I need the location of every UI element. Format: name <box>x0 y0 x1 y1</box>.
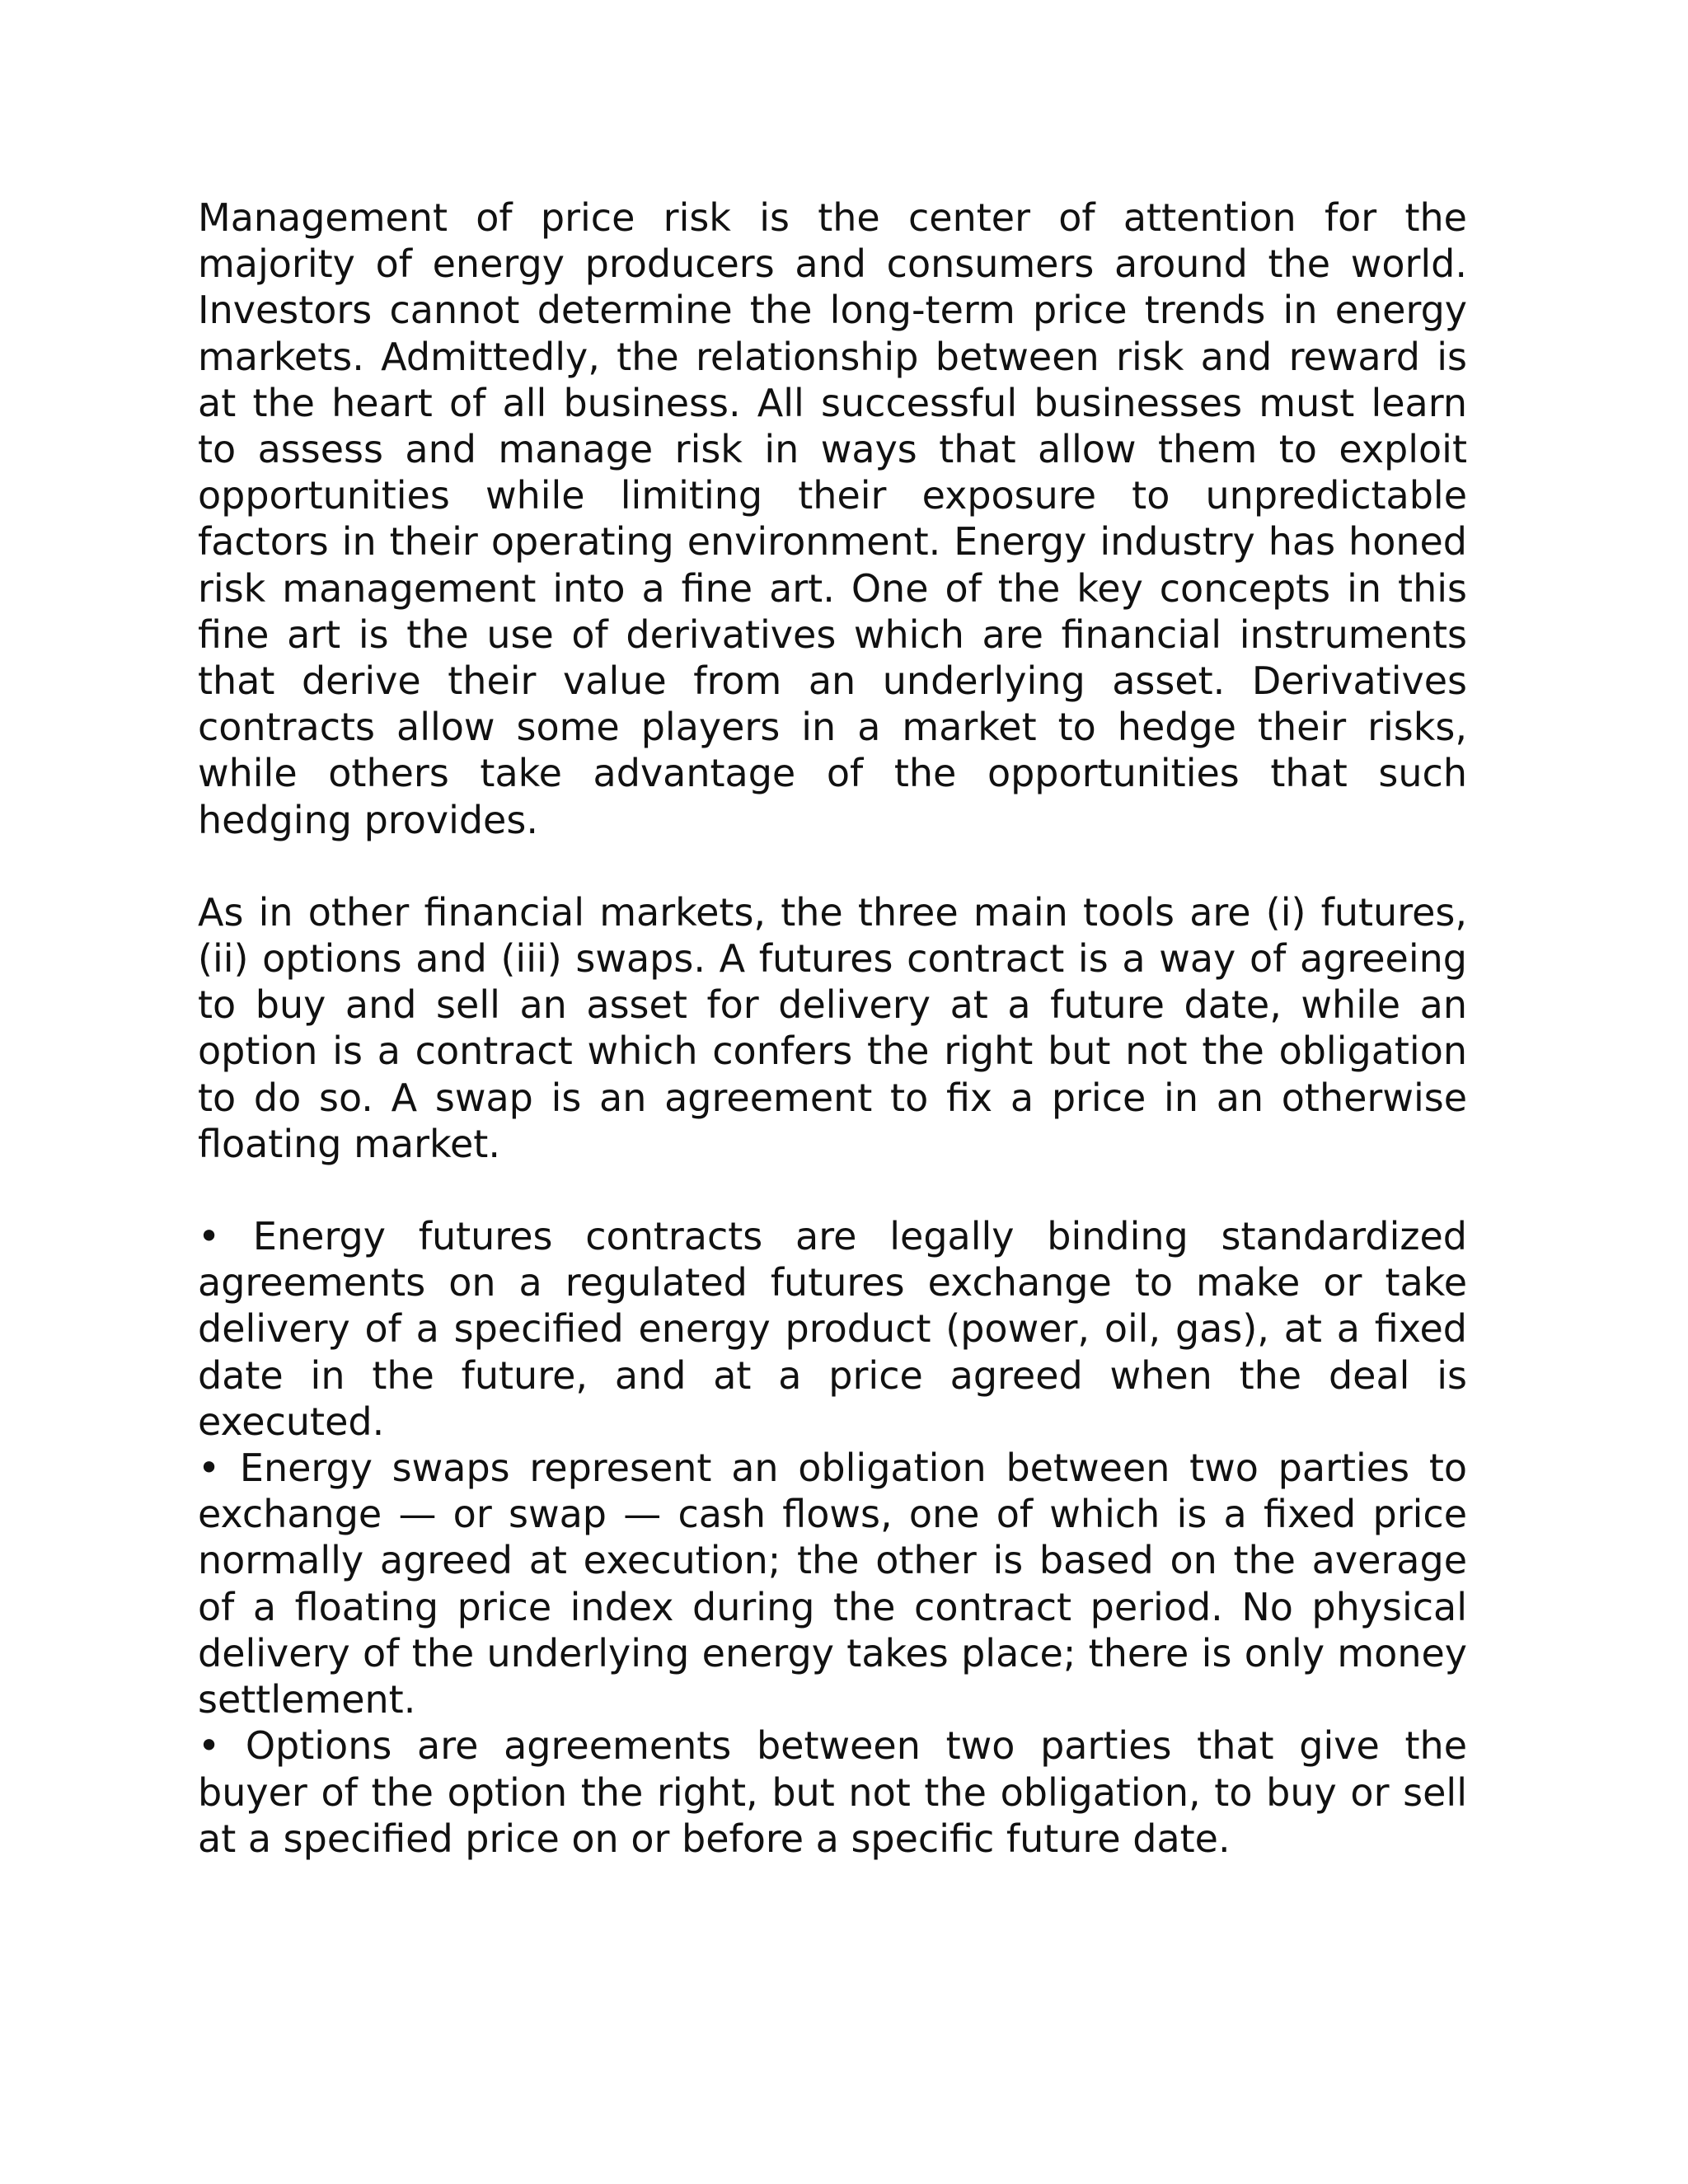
derivatives-bullet-list <box>198 1213 1467 1862</box>
paragraph-spacer <box>198 1167 1467 1213</box>
paragraph-financial-tools: As in other financial markets, the three main tools are (i) futures, (ii) options and (iii) swaps. A futures contract is a way of agreeing to buy and sell an asset for delivery at a future date, while an option is a contract which confers the right but not the obligation to do so. A swap is an agreement to fix a price in an otherwise floating market. <box>198 889 1467 1166</box>
paragraph-price-risk: Management of price risk is the center of attention for the majority of energy producers and consumers around the world. Investors cannot determine the long-term price trends in energy markets. Admittedly, the relationship between risk and reward is at the heart of all business. All successful businesses must learn to assess and manage risk in ways that allow them to exploit opportunities while limiting their exposure to unpredictable factors in their operating environment. Energy industry has honed risk management into a fine art. One of the key concepts in this fine art is the use of derivatives which are financial instruments that derive their value from an underlying asset. Derivatives contracts allow some players in a market to hedge their risks, while others take advantage of the opportunities that such hedging provides. <box>198 195 1467 842</box>
paragraph-spacer <box>198 843 1467 889</box>
bullet-energy-swaps: • Energy swaps represent an obligation between two parties to exchange — or swap — cash flows, one of which is a fixed price normally agreed at execution; the other is based on the average of a floating price index during the contract period. No physical delivery of the underlying energy takes place; there is only money settlement. <box>198 1446 1467 1722</box>
bullet-options: • Options are agreements between two parties that give the buyer of the option the right, but not the obligation, to buy or sell at a specified price on or before a specific future date. <box>198 1723 1467 1861</box>
bullet-energy-futures: • Energy futures contracts are legally binding standardized agreements on a regulated futures exchange to make or take delivery of a specified energy product (power, oil, gas), at a fixed date in the future, and at a price agreed when the deal is executed. <box>198 1214 1467 1444</box>
document-body <box>198 194 1467 1862</box>
